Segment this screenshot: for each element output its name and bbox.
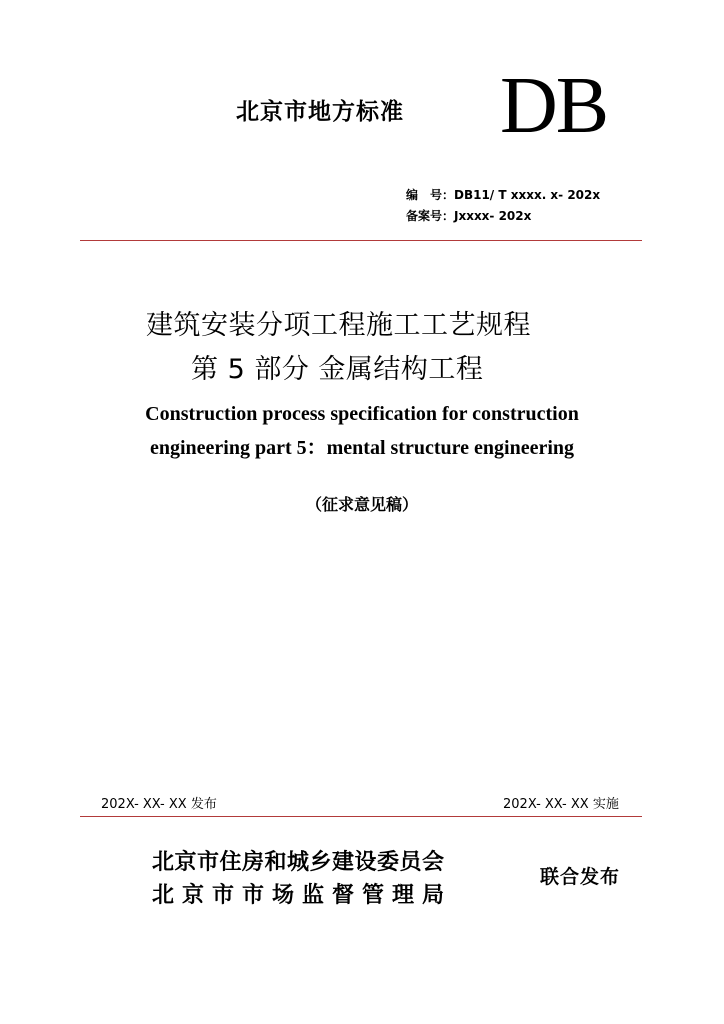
- record-number: 备案号：Jxxxx- 202x: [406, 209, 532, 223]
- title-en-line-2: engineering part 5：mental structure engineering: [149, 437, 574, 459]
- top-divider: [80, 240, 642, 241]
- joint-release-label: 联合发布: [540, 866, 621, 888]
- issuer-housing-commission: 北京市住房和城乡建设委员会: [152, 850, 445, 875]
- standard-code: 编 号：DB11/ T xxxx. x- 202x: [406, 188, 601, 202]
- db-logo: DB: [500, 62, 608, 150]
- issuer-market-regulation: 北京市市场监督管理局: [152, 883, 453, 908]
- issue-date: 202X- XX- XX 发布: [101, 797, 217, 812]
- draft-note: （征求意见稿）: [305, 495, 418, 514]
- implementation-date: 202X- XX- XX 实施: [503, 797, 619, 812]
- title-en-line-1: Construction process specification for construction: [145, 403, 579, 425]
- bottom-divider: [80, 816, 642, 817]
- title-cn-main: 建筑安装分项工程施工工艺规程: [146, 310, 531, 341]
- title-cn-part: 第 5 部分 金属结构工程: [191, 354, 484, 385]
- standard-name: 北京市地方标准: [236, 99, 404, 125]
